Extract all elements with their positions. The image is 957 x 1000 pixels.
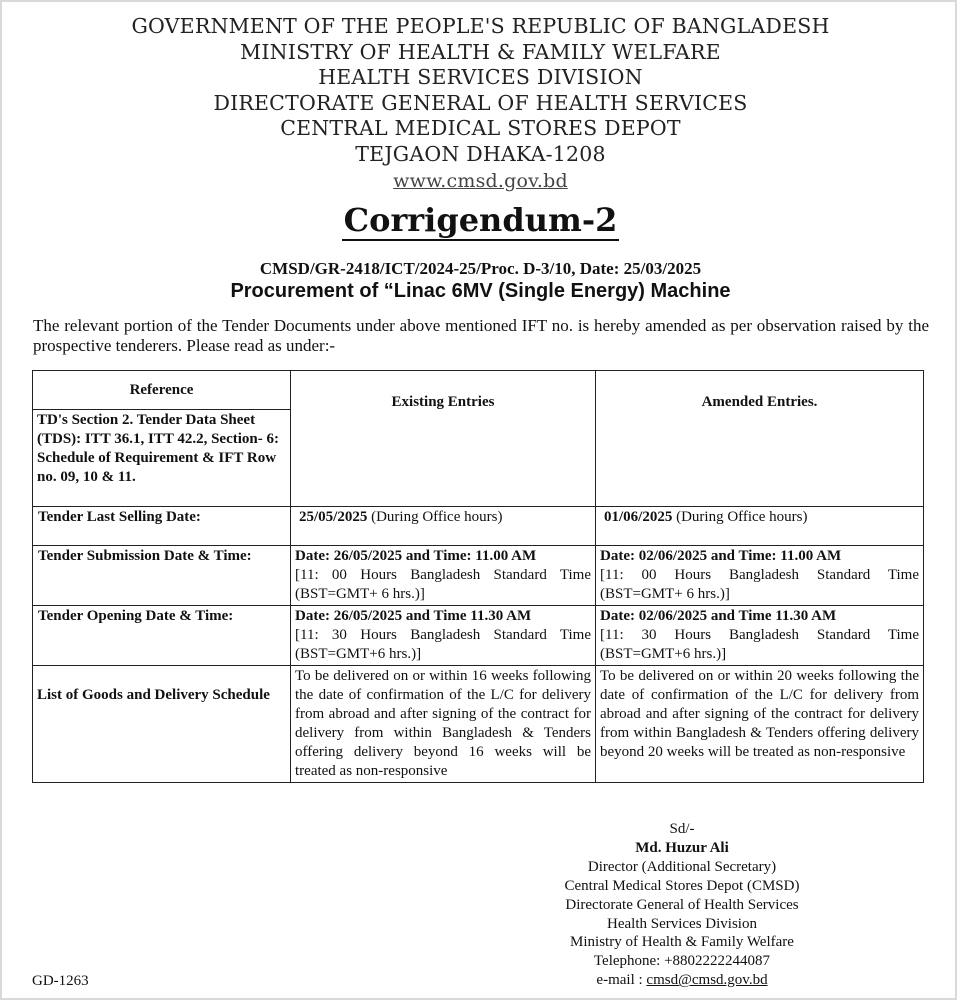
existing-entry: Date: 26/05/2025 and Time: 11.00 AM [11: 00 Hours Bangladesh Standard Time (BST=GMT+ 6 hrs.)] <box>291 546 596 606</box>
row-label: Tender Submission Date & Time: <box>33 546 291 606</box>
signatory-office: Central Medical Stores Depot (CMSD) <box>564 877 800 894</box>
amended-entry: To be delivered on or within 20 weeks following the date of confirmation of the L/C for delivery from abroad and after signing of the contract for delivery from within Bangladesh & Tenders offering delivery beyond 20 weeks will be treated as non-responsive <box>596 666 924 783</box>
header-line-government: GOVERNMENT OF THE PEOPLE'S REPUBLIC OF BANGLADESH <box>131 14 830 38</box>
website-link[interactable]: www.cmsd.gov.bd <box>393 169 568 192</box>
footer-code: GD-1263 <box>32 973 89 989</box>
header-line-division: HEALTH SERVICES DIVISION <box>318 65 643 90</box>
existing-entry: Date: 26/05/2025 and Time 11.30 AM [11: 30 Hours Bangladesh Standard Time (BST=GMT+6 hrs.)] <box>291 606 596 666</box>
header-amended: Amended Entries. <box>596 371 924 507</box>
signatory-ministry: Ministry of Health & Family Welfare <box>570 934 794 951</box>
signatory-telephone: Telephone: +8802222244087 <box>593 953 771 970</box>
header-line-ministry: MINISTRY OF HEALTH & FAMILY WELFARE <box>240 39 721 64</box>
header-line-directorate: DIRECTORATE GENERAL OF HEALTH SERVICES <box>213 90 748 115</box>
existing-entry: To be delivered on or within 16 weeks following the date of confirmation of the L/C for delivery from abroad and after signing of the contract for delivery from within Bangladesh & Tenders offering delivery beyond 16 weeks will be treated as non-responsive <box>291 666 596 783</box>
table-header-row <box>33 371 924 410</box>
amendment-table <box>32 370 924 783</box>
signatory-name: Md. Huzur Ali <box>635 839 729 856</box>
signatory-directorate: Directorate General of Health Services <box>565 896 799 913</box>
signatory-designation: Director (Additional Secretary) <box>587 858 777 875</box>
sd-mark: Sd/- <box>669 821 695 837</box>
header-existing: Existing Entries <box>291 371 596 507</box>
letterhead <box>2 14 957 194</box>
row-label: Tender Opening Date & Time: <box>33 606 291 666</box>
amended-entry: Date: 02/06/2025 and Time: 11.00 AM [11: 00 Hours Bangladesh Standard Time (BST=GMT+ 6 hrs.)] <box>596 546 924 606</box>
procurement-title: Procurement of “Linac 6MV (Single Energy) Machine <box>230 280 731 302</box>
intro-paragraph: The relevant portion of the Tender Documents under above mentioned IFT no. is hereby amended as per observation raised by the prospective tenderers. Please read as under:- <box>33 316 929 355</box>
signatory-division: Health Services Division <box>607 915 757 932</box>
email-link[interactable]: cmsd@cmsd.gov.bd <box>646 972 768 989</box>
header-reference: Reference <box>33 371 291 410</box>
reference-line: CMSD/GR-2418/ICT/2024-25/Proc. D-3/10, Date: 25/03/2025 <box>259 259 702 278</box>
table-row <box>33 546 924 606</box>
existing-entry: 25/05/2025 (During Office hours) <box>291 507 596 546</box>
signature-block <box>502 820 862 990</box>
row-label: List of Goods and Delivery Schedule <box>33 666 291 783</box>
document-title: Corrigendum-2 <box>343 201 618 239</box>
table-row <box>33 666 924 783</box>
amended-entry: Date: 02/06/2025 and Time 11.30 AM [11: 30 Hours Bangladesh Standard Time (BST=GMT+6 hrs.)] <box>596 606 924 666</box>
reference-detail: TD's Section 2. Tender Data Sheet (TDS): ITT 36.1, ITT 42.2, Section- 6: Schedule of Requirement & IFT Row no. 09, 10 & 11. <box>33 410 291 507</box>
header-line-address: TEJGAON DHAKA-1208 <box>355 141 606 166</box>
table-row <box>33 507 924 546</box>
row-label: Tender Last Selling Date: <box>33 507 291 546</box>
table-row <box>33 606 924 666</box>
header-line-depot: CENTRAL MEDICAL STORES DEPOT <box>280 116 681 141</box>
signatory-email-line: e-mail : cmsd@cmsd.gov.bd <box>596 972 768 989</box>
amended-entry: 01/06/2025 (During Office hours) <box>596 507 924 546</box>
